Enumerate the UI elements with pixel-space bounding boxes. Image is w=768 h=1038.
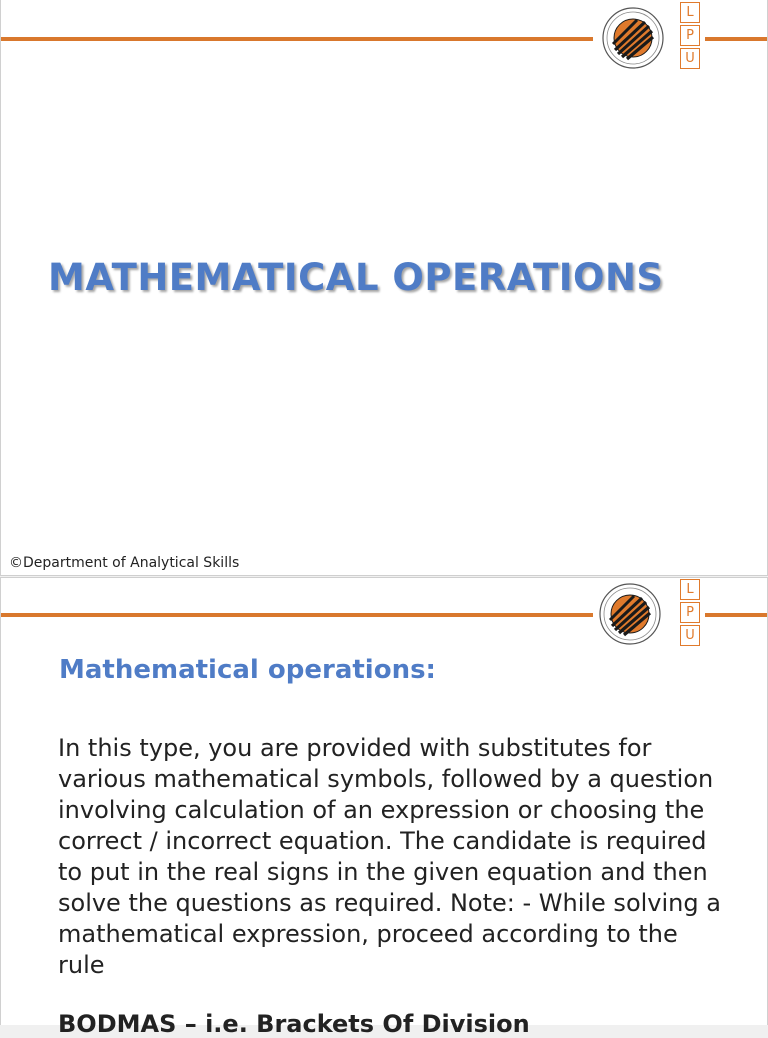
logo-letter-l: L	[680, 2, 700, 23]
logo-letter-u: U	[680, 625, 700, 646]
slide-title: MATHEMATICAL OPERATIONS	[48, 256, 664, 299]
logo-letter-p: P	[680, 602, 700, 623]
university-seal-icon	[601, 4, 665, 72]
university-seal-icon	[598, 580, 662, 648]
lpu-letters	[680, 579, 700, 646]
body-continued: BODMAS – i.e. Brackets Of Division	[58, 1010, 530, 1038]
section-heading: Mathematical operations:	[59, 655, 436, 685]
logo-letter-l: L	[680, 579, 700, 600]
lpu-letters	[680, 2, 700, 69]
logo-letter-p: P	[680, 25, 700, 46]
copyright-footer: ©Department of Analytical Skills	[9, 555, 240, 571]
header-rule-right	[705, 37, 767, 41]
header-rule-right	[705, 613, 767, 617]
header-rule-left	[1, 37, 593, 41]
header-rule-left	[1, 613, 593, 617]
logo-letter-u: U	[680, 48, 700, 69]
body-paragraph: In this type, you are provided with substitutes for various mathematical symbols, followed by a question involving calculation of an expression or choosing the correct / incorrect equation. The candidate is required to put in the real signs in the given equation and then solve the questions as required. Note: - While solving a mathematical expression, proceed according to the rule	[58, 734, 721, 979]
